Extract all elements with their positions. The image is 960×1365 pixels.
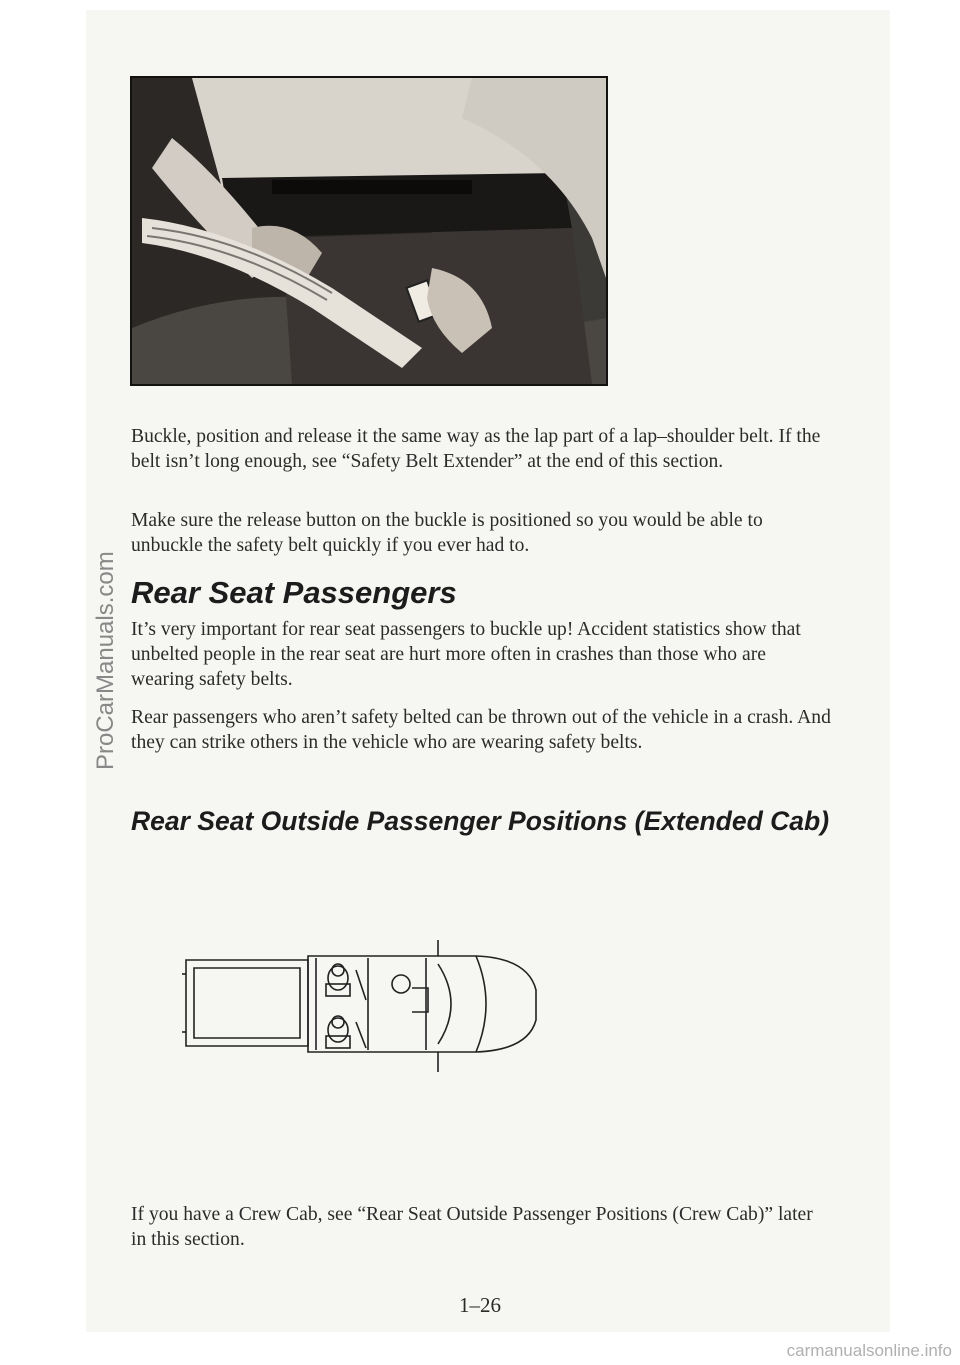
photo-illustration	[132, 78, 606, 384]
heading-rear-seat-passengers: Rear Seat Passengers	[131, 575, 457, 610]
paragraph-thrown-out: Rear passengers who aren’t safety belted can be thrown out of the vehicle in a crash. And they can strike others in the vehicle who are wearing safety belts.	[131, 707, 831, 753]
page-number: 1–26	[459, 1293, 501, 1317]
paragraph-release-button: Make sure the release button on the buckle is positioned so you would be able to unbuckle the safety belt quickly if you ever had to.	[131, 510, 763, 556]
procarmanuals-watermark: ProCarManuals.com	[92, 551, 119, 770]
truck-top-view	[176, 940, 552, 1072]
extended-cab-seating-diagram	[176, 940, 552, 1072]
paragraph-buckle-position: Buckle, position and release it the same way as the lap part of a lap–shoulder belt. If the belt isn’t long enough, see “Safety Belt Extender” at the end of this section.	[131, 426, 821, 472]
heading-rear-seat-outside-positions: Rear Seat Outside Passenger Positions (Extended Cab)	[131, 806, 830, 836]
seat-belt-buckle-photo	[130, 76, 608, 386]
footer-url: carmanualsonline.info	[786, 1341, 952, 1360]
paragraph-crew-cab-reference: If you have a Crew Cab, see “Rear Seat Outside Passenger Positions (Crew Cab)” later in this section.	[131, 1204, 813, 1250]
paragraph-buckle-up: It’s very important for rear seat passengers to buckle up! Accident statistics show that unbelted people in the rear seat are hurt more often in crashes than those who are wearing safety belts.	[131, 619, 801, 690]
